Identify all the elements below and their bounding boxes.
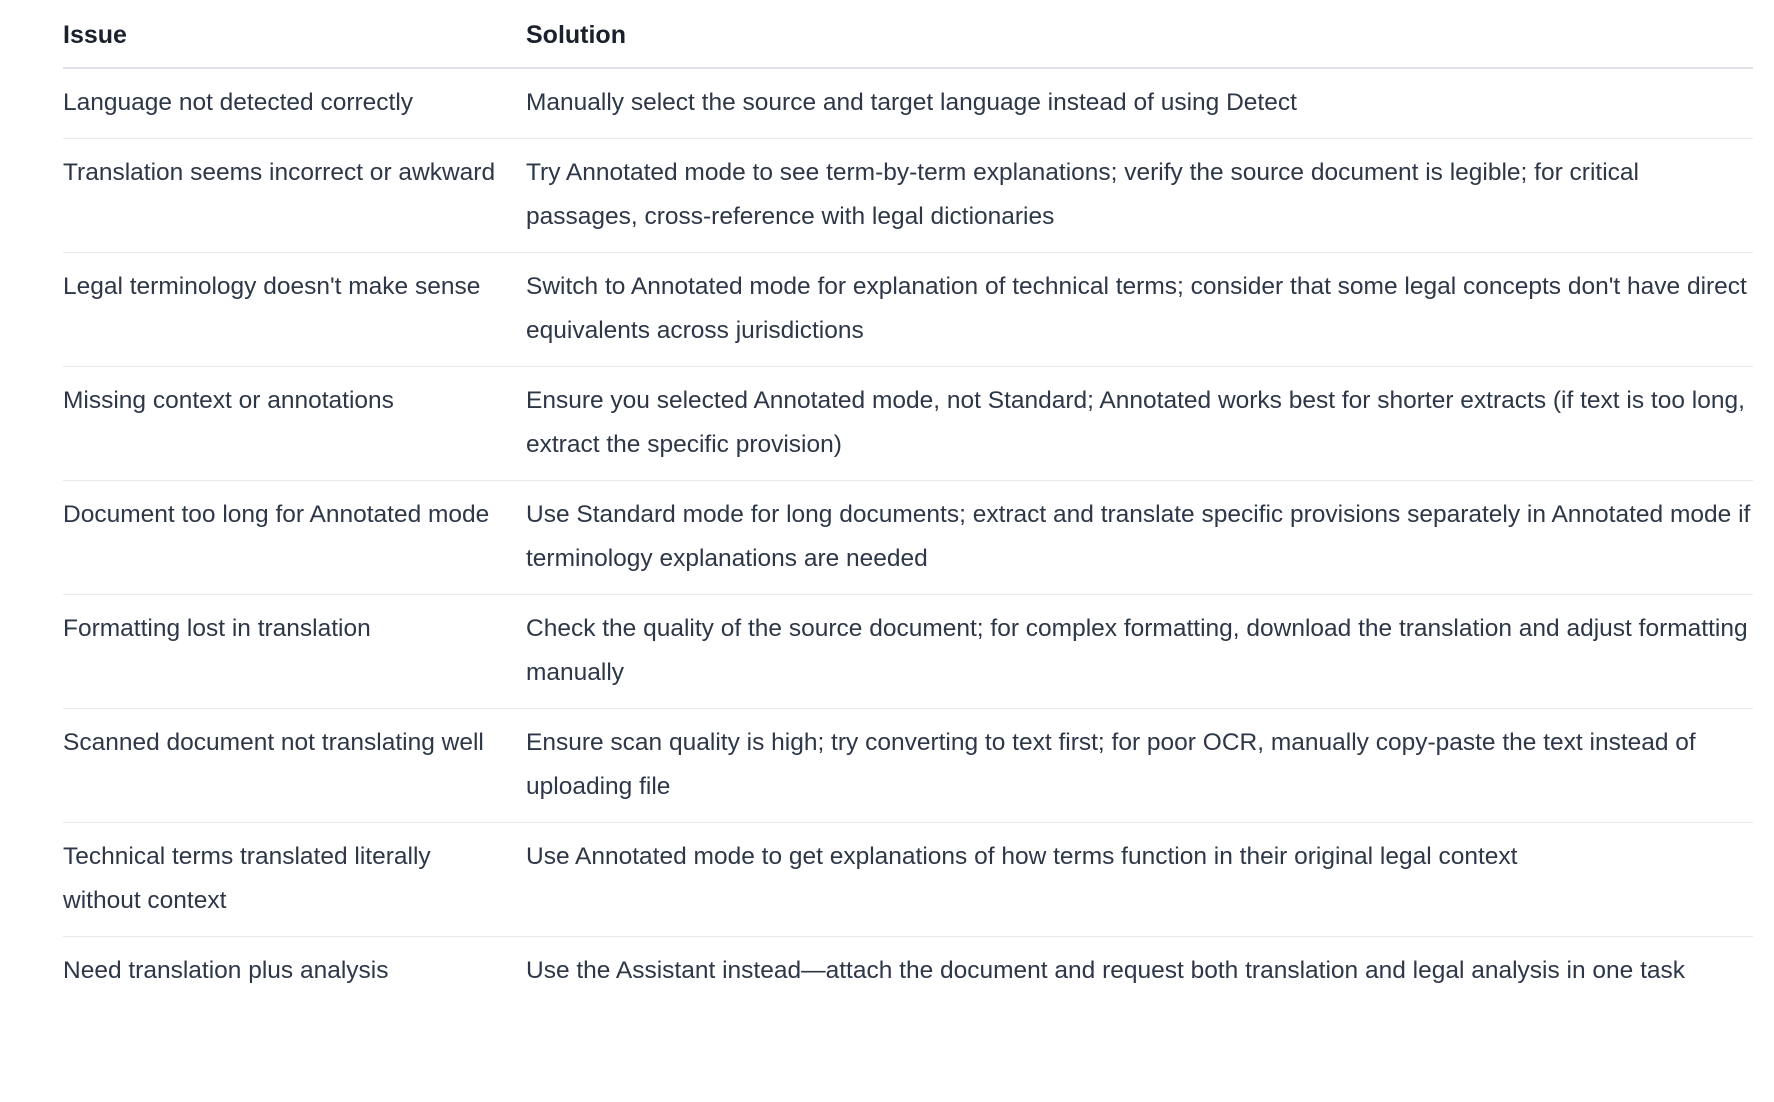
table-row (63, 139, 1753, 253)
issue-cell: Legal terminology doesn't make sense (63, 253, 526, 367)
solution-cell: Ensure scan quality is high; try converting to text first; for poor OCR, manually copy-paste the text instead of uploading file (526, 709, 1753, 823)
column-header-solution: Solution (526, 20, 1753, 68)
column-header-issue: Issue (63, 20, 526, 68)
issue-cell: Technical terms translated literally without context (63, 823, 526, 937)
issue-cell: Formatting lost in translation (63, 595, 526, 709)
solution-cell: Use Annotated mode to get explanations of how terms function in their original legal context (526, 823, 1753, 937)
issue-cell: Document too long for Annotated mode (63, 481, 526, 595)
header-row (63, 20, 1753, 68)
table-row (63, 595, 1753, 709)
solution-cell: Ensure you selected Annotated mode, not Standard; Annotated works best for shorter extracts (if text is too long, extract the specific provision) (526, 367, 1753, 481)
solution-cell: Use the Assistant instead—attach the document and request both translation and legal analysis in one task (526, 957, 1686, 984)
table-row (63, 68, 1753, 139)
table-row (63, 367, 1753, 481)
solution-cell: Check the quality of the source document; for complex formatting, download the translation and adjust formatting manually (526, 595, 1753, 709)
issue-cell: Language not detected correctly (63, 68, 526, 139)
table-row (63, 253, 1753, 367)
issue-cell: Scanned document not translating well (63, 709, 526, 823)
table-body (63, 68, 1753, 1006)
issue-cell: Translation seems incorrect or awkward (63, 139, 526, 253)
table-row (63, 709, 1753, 823)
table-row (63, 823, 1753, 937)
table-row (63, 937, 1753, 1007)
solution-cell: Try Annotated mode to see term-by-term explanations; verify the source document is legible; for critical passages, cross-reference with legal dictionaries (526, 139, 1753, 253)
issue-cell: Need translation plus analysis (63, 957, 389, 984)
issue-cell: Missing context or annotations (63, 367, 526, 481)
solution-cell: Manually select the source and target language instead of using Detect (526, 68, 1753, 139)
troubleshooting-table-container (63, 20, 1753, 1006)
solution-cell: Switch to Annotated mode for explanation of technical terms; consider that some legal concepts don't have direct equivalents across jurisdictions (526, 253, 1753, 367)
troubleshooting-table (63, 20, 1753, 1006)
table-row (63, 481, 1753, 595)
table-header (63, 20, 1753, 68)
solution-cell: Use Standard mode for long documents; extract and translate specific provisions separately in Annotated mode if terminology explanations are needed (526, 481, 1753, 595)
